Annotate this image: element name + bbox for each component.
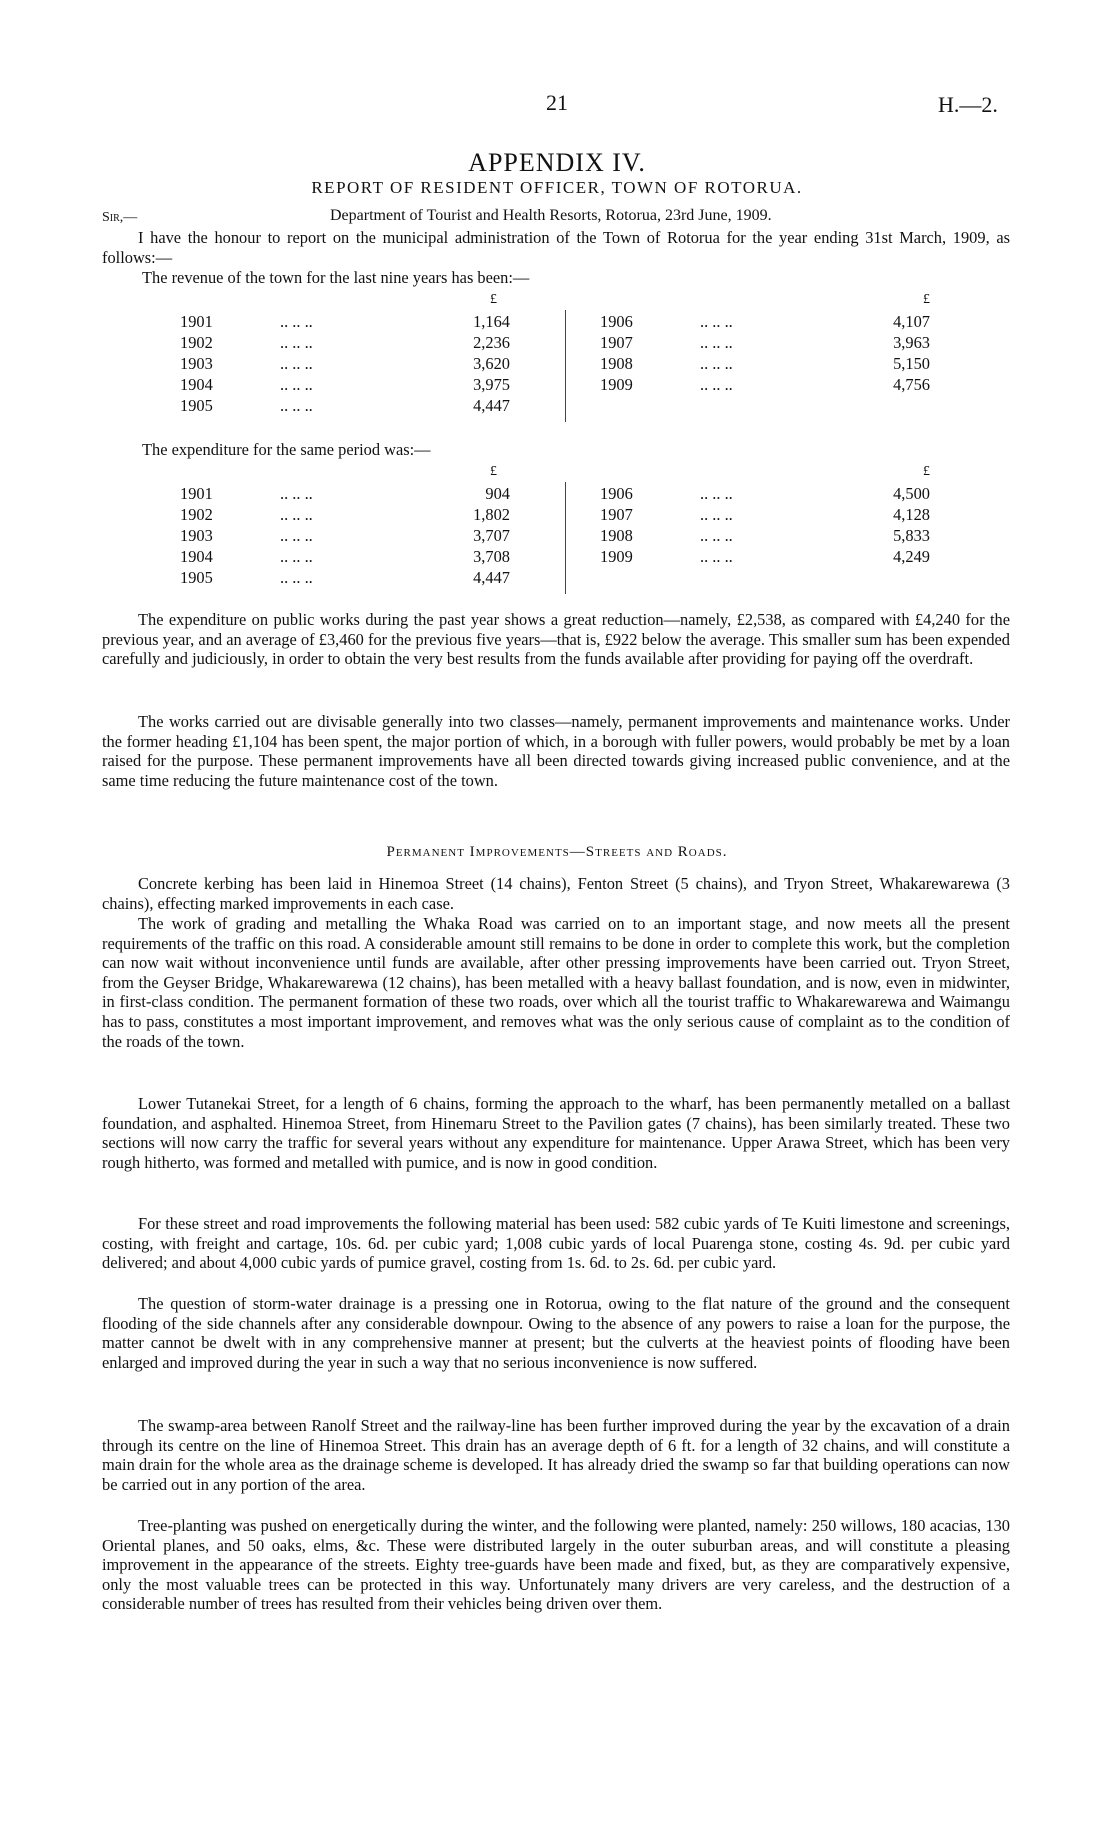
paragraph-public-works: The expenditure on public works during the past year shows a great reduction—namely, £2,538, as compared with £4,240 for the previous year, and an average of £3,460 for the previous five years—that is, £922 below the average. This smaller sum has been expended carefully and judiciously, in order to obtain the very best results from the funds available after providing for paying off the overdraft. xyxy=(102,610,1010,669)
table-row: 1901 .. .. .. 1,164 xyxy=(180,312,510,331)
section-heading: Permanent Improvements—Streets and Roads. xyxy=(386,844,728,860)
table-row: 1909 .. .. .. 4,756 xyxy=(600,375,930,394)
paragraph-drainage: The question of storm-water drainage is a pressing one in Rotorua, owing to the flat nature of the ground and the consequent flooding of the side channels after any considerable downpour. Owing to the absence of any powers to raise a loan for the purpose, the matter cannot be dwelt with in any comprehensive manner at present; but the culverts at the heaviest points of flooding have been enlarged and improved during the year in such a way that no serious inconvenience is now suffered. xyxy=(102,1294,1010,1372)
table-row: 1904 .. .. .. 3,708 xyxy=(180,547,510,566)
expenditure-unit-left: £ xyxy=(490,464,497,479)
table-row: 1901 .. .. .. 904 xyxy=(180,484,510,503)
document-code: H.—2. xyxy=(938,92,998,117)
expenditure-unit-right: £ xyxy=(923,464,930,479)
column-divider xyxy=(565,310,566,422)
report-subtitle: REPORT OF RESIDENT OFFICER, TOWN OF ROTORUA. xyxy=(311,178,803,197)
table-row: 1902 .. .. .. 2,236 xyxy=(180,333,510,352)
table-row: 1907 .. .. .. 4,128 xyxy=(600,505,930,524)
revenue-unit-left: £ xyxy=(490,292,497,307)
revenue-table xyxy=(180,292,930,422)
revenue-unit-right: £ xyxy=(923,292,930,307)
paragraph-whaka-road: The work of grading and metalling the Whaka Road was carried on to an important stage, and now meets all the present requirements of the traffic on this road. A considerable amount still remains to be done in order to complete this work, but the completion can now wait without inconvenience until funds are available, after other pressing improvements have been carried out. Tryon Street, from the Geyser Bridge, Whakarewarewa (12 chains), has been metalled with a heavy ballast foundation, and is now, even in midwinter, in first-class condition. The permanent formation of these two roads, over which all the tourist traffic to Whakarewarewa and Waimangu has to pass, constitutes a most important improvement, and removes what was the only serious cause of complaint as to the condition of the roads of the town. xyxy=(102,914,1010,1051)
appendix-title: APPENDIX IV. xyxy=(468,148,646,177)
intro-paragraph: I have the honour to report on the municipal administration of the Town of Rotorua for the year ending 31st March, 1909, as follows:— xyxy=(102,228,1010,267)
table-row: 1904 .. .. .. 3,975 xyxy=(180,375,510,394)
paragraph-swamp-area: The swamp-area between Ranolf Street and the railway-line has been further improved during the year by the excavation of a drain through its centre on the line of Hinemoa Street. This drain has an average depth of 6 ft. for a length of 32 chains, and will constitute a main drain for the whole area as the drainage scheme is developed. It has already dried the swamp so far that building operations can now be carried out in any portion of the area. xyxy=(102,1416,1010,1494)
table-row: 1908 .. .. .. 5,833 xyxy=(600,526,930,545)
column-divider xyxy=(565,482,566,594)
paragraph-materials: For these street and road improvements the following material has been used: 582 cubic yards of Te Kuiti limestone and screenings, costing, with freight and cartage, 10s. 6d. per cubic yard; 1,008 cubic yards of local Puarenga stone, costing 4s. 9d. per cubic yard delivered; and about 4,000 cubic yards of pumice gravel, costing from 1s. 6d. to 2s. 6d. per cubic yard. xyxy=(102,1214,1010,1273)
page-number: 21 xyxy=(546,90,568,115)
table-row: 1905 .. .. .. 4,447 xyxy=(180,568,510,587)
table-row: 1902 .. .. .. 1,802 xyxy=(180,505,510,524)
paragraph-works-classes: The works carried out are divisable generally into two classes—namely, permanent improvements and maintenance works. Under the former heading £1,104 has been spent, the major portion of which, in a borough with fuller powers, would probably be met by a loan raised for the purpose. These permanent improvements have all been directed towards giving increased public convenience, and at the same time reducing the future maintenance cost of the town. xyxy=(102,712,1010,790)
table-row: 1909 .. .. .. 4,249 xyxy=(600,547,930,566)
table-row: 1906 .. .. .. 4,107 xyxy=(600,312,930,331)
paragraph-tutanekai-street: Lower Tutanekai Street, for a length of 6 chains, forming the approach to the wharf, has been permanently metalled on a ballast foundation, and asphalted. Hinemoa Street, from Hinemaru Street to the Pavilion gates (7 chains), has been similarly treated. These two sections will now carry the traffic for several years without any expenditure for maintenance. Upper Arawa Street, which has been very rough hitherto, was formed and metalled with pumice, and is now in good condition. xyxy=(102,1094,1010,1172)
paragraph-tree-planting: Tree-planting was pushed on energetically during the winter, and the following were planted, namely: 250 willows, 180 acacias, 130 Oriental planes, and 50 oaks, elms, &c. These were distributed largely in the outer suburban areas, and will constitute a pleasing improvement in the appearance of the streets. Eighty tree-guards have been made and fixed, but, as they are comparatively expensive, only the most valuable trees can be protected in this way. Unfortunately many drivers are very careless, and the destruction of a considerable number of trees has resulted from their vehicles being driven over them. xyxy=(102,1516,1010,1614)
expenditure-table xyxy=(180,464,930,594)
dateline: Department of Tourist and Health Resorts, Rotorua, 23rd June, 1909. xyxy=(330,207,772,224)
table-row: 1908 .. .. .. 5,150 xyxy=(600,354,930,373)
table-row: 1906 .. .. .. 4,500 xyxy=(600,484,930,503)
table-row: 1907 .. .. .. 3,963 xyxy=(600,333,930,352)
expenditure-lead: The expenditure for the same period was:— xyxy=(142,440,431,459)
table-row: 1905 .. .. .. 4,447 xyxy=(180,396,510,415)
revenue-lead: The revenue of the town for the last nine years has been:— xyxy=(142,268,530,287)
table-row: 1903 .. .. .. 3,620 xyxy=(180,354,510,373)
table-row: 1903 .. .. .. 3,707 xyxy=(180,526,510,545)
salutation: Sir,— xyxy=(102,210,138,225)
paragraph-kerbing: Concrete kerbing has been laid in Hinemoa Street (14 chains), Fenton Street (5 chains), and Tryon Street, Whakarewarewa (3 chains), effecting marked improvements in each case. xyxy=(102,874,1010,913)
